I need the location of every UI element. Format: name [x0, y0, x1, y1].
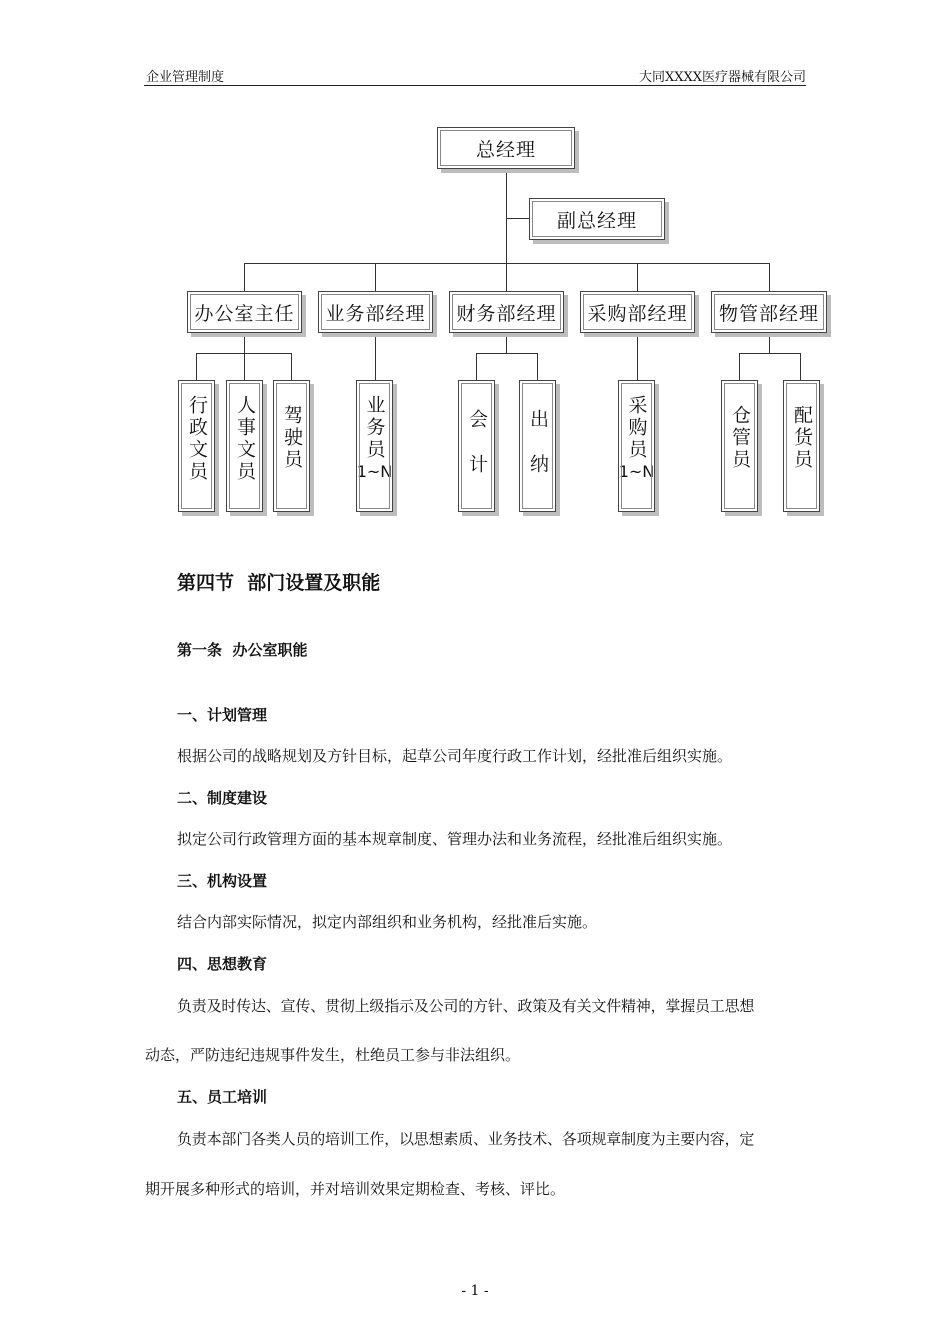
- box-materials-manager: 物管部经理: [711, 291, 827, 333]
- purchaser-label: 采购员: [625, 395, 648, 461]
- box-sales-manager: 业务部经理: [318, 291, 433, 333]
- warehouse-keeper-label: 仓管员: [729, 405, 751, 471]
- box-purchaser: [618, 380, 655, 512]
- box-hr-clerk: [226, 380, 263, 512]
- connector: [739, 353, 801, 354]
- admin-clerk-label: 行政文员: [186, 395, 208, 483]
- header-company-name: 大同XXXX医疗器械有限公司: [638, 70, 806, 85]
- distributor-label: 配货员: [791, 405, 813, 471]
- cashier-label: 出纳: [527, 409, 549, 499]
- item-text: 根据公司的战略规划及方针目标，起草公司年度行政工作计划，经批准后组织实施。: [177, 747, 733, 765]
- connector: [375, 263, 376, 292]
- box-distributor: [783, 380, 820, 512]
- item-title: 三、机构设置: [177, 872, 268, 890]
- connector: [476, 353, 477, 380]
- box-office-director: 办公室主任: [187, 291, 302, 333]
- connector: [244, 263, 245, 292]
- connector: [800, 353, 801, 380]
- driver-label: 驾驶员: [281, 405, 303, 471]
- item-text: 动态，严防违纪违规事件发生，杜绝员工参与非法组织。: [145, 1046, 521, 1064]
- connector: [196, 353, 197, 380]
- connector: [769, 263, 770, 292]
- box-driver: [273, 380, 310, 512]
- connector: [375, 333, 376, 380]
- connector: [637, 333, 638, 380]
- box-warehouse-keeper: [721, 380, 758, 512]
- box-cashier: [519, 380, 556, 512]
- item-title: 二、制度建设: [177, 789, 268, 807]
- connector: [291, 353, 292, 380]
- connector: [506, 218, 530, 219]
- salesperson-count: 1~N: [356, 462, 393, 481]
- box-purchase-manager: 采购部经理: [580, 291, 695, 333]
- item-text: 负责本部门各类人员的培训工作，以思想素质、业务技术、各项规章制度为主要内容，定: [177, 1130, 755, 1148]
- article-title: 第一条 办公室职能: [177, 641, 308, 659]
- connector: [244, 263, 770, 264]
- accountant-label: 会计: [466, 409, 488, 499]
- item-text: 期开展多种形式的培训，并对培训效果定期检查、考核、评比。: [145, 1180, 566, 1198]
- page-number: - 1 -: [461, 1283, 489, 1299]
- header-left-title: 企业管理制度: [146, 70, 225, 85]
- box-general-manager: 总经理: [437, 127, 575, 169]
- box-finance-manager: 财务部经理: [449, 291, 564, 333]
- item-title: 五、员工培训: [177, 1088, 268, 1106]
- item-title: 四、思想教育: [177, 955, 268, 973]
- purchaser-count: 1~N: [618, 462, 655, 481]
- item-text: 拟定公司行政管理方面的基本规章制度、管理办法和业务流程，经批准后组织实施。: [177, 830, 733, 848]
- org-chart: [0, 0, 950, 540]
- item-text: 结合内部实际情况，拟定内部组织和业务机构，经批准后实施。: [177, 913, 598, 931]
- salesperson-label: 业务员: [363, 395, 386, 461]
- connector: [244, 353, 245, 380]
- connector: [244, 333, 245, 353]
- box-admin-clerk: [178, 380, 215, 512]
- connector: [537, 353, 538, 380]
- item-text: 负责及时传达、宣传、贯彻上级指示及公司的方针、政策及有关文件精神，掌握员工思想: [177, 997, 755, 1015]
- section-title: 第四节 部门设置及职能: [177, 572, 381, 594]
- connector: [476, 353, 538, 354]
- connector: [739, 353, 740, 380]
- connector: [506, 333, 507, 353]
- connector: [637, 263, 638, 292]
- connector: [506, 263, 507, 292]
- box-accountant: [458, 380, 495, 512]
- box-salesperson: [356, 380, 393, 512]
- item-title: 一、计划管理: [177, 706, 268, 724]
- box-deputy-general-manager: 副总经理: [529, 198, 665, 240]
- connector: [769, 333, 770, 353]
- hr-clerk-label: 人事文员: [234, 395, 256, 483]
- connector: [506, 168, 507, 264]
